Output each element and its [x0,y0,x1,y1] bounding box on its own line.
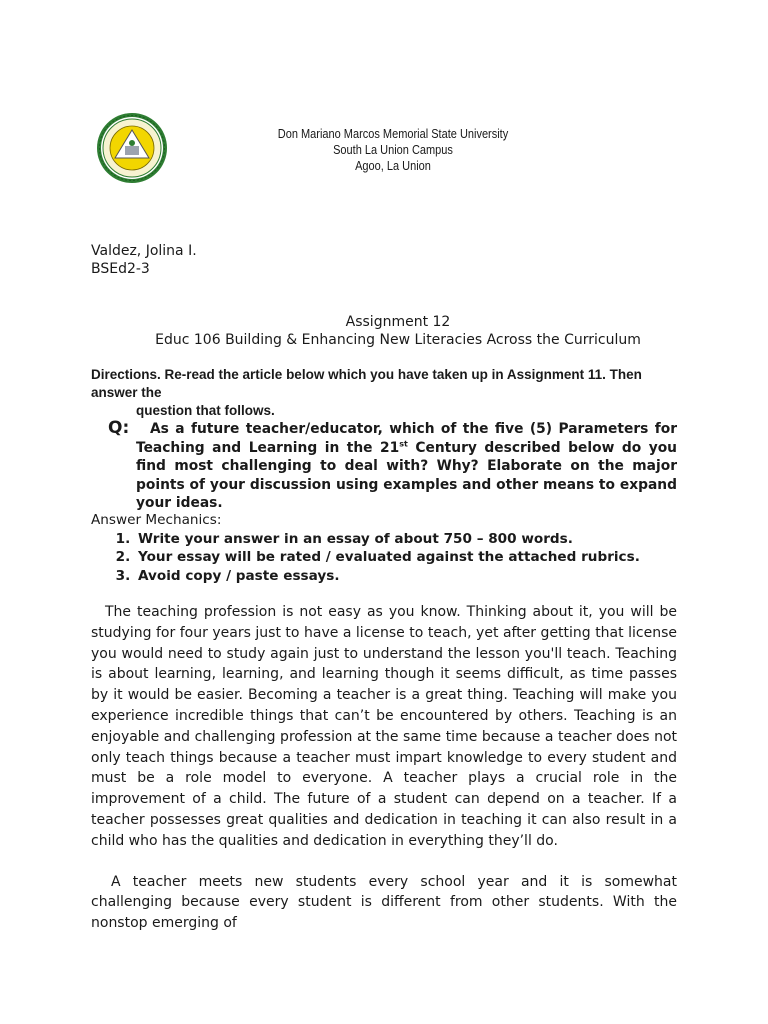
question-label: Q: [108,418,130,438]
directions-line-2: question that follows. [136,403,275,418]
campus-location: Agoo, La Union [355,159,431,173]
mechanics-title: Answer Mechanics: [91,512,222,528]
campus-name: South La Union Campus [333,143,453,157]
student-section: BSEd2-3 [91,261,150,277]
answer-mechanics [91,511,691,585]
question-text-part-2: Century described below do you find most challenging to deal with? Why? Elaborate on the major points of your discussion using examples and other means to expand your ideas. [136,439,677,511]
essay-paragraph: The teaching profession is not easy as you know. Thinking about it, you will be studying for four years just to have a license to teach, yet after getting that license you would need to study again just to understand the lesson you'll teach. Teaching is about learning, learning, and learning though it seems difficult, as time passes by it would be easier. Becoming a teacher is a great thing. Teaching will make you experience incredible things that can’t be encountered by others. Teaching is an enjoyable and challenging profession at the same time because a teacher does not only teach things because a teacher must impart knowledge to every student and must be a role model to everyone. A teacher plays a crucial role in the improvement of a child. The future of a student can depend on a teacher. If a teacher possesses great qualities and dedication in teaching it can also result in a child who has the qualities and dedication in everything they’ll do. [91,604,677,849]
university-header [258,126,527,174]
mechanics-list [91,530,691,586]
assignment-heading [88,313,708,349]
university-seal-icon [96,112,168,184]
mechanics-item: 3. Avoid copy / paste essays. [135,567,691,586]
question-text-part-1: As a future teacher/educator, which of the five (5) Parameters for Teaching and Learning in the 21 [136,421,677,456]
essay-body [91,602,677,954]
university-name: Don Mariano Marcos Memorial State University [277,127,509,141]
course-title: Educ 106 Building & Enhancing New Literacies Across the Curriculum [155,332,641,348]
essay-paragraph: A teacher meets new students every school year and it is somewhat challenging because every student is different from other students. With the nonstop emerging of [91,873,677,932]
mechanics-item: 2. Your essay will be rated / evaluated against the attached rubrics. [135,548,691,567]
question-block [91,419,677,513]
mechanics-item: 1. Write your answer in an essay of about 750 – 800 words. [135,530,691,549]
directions [91,366,691,420]
student-name: Valdez, Jolina I. [91,243,197,259]
assignment-title: Assignment 12 [345,314,451,330]
directions-line-1: Directions. Re-read the article below which you have taken up in Assignment 11. Then answer the [91,367,642,400]
question-superscript: st [399,438,408,448]
student-info [91,242,197,278]
question-text [91,419,677,513]
